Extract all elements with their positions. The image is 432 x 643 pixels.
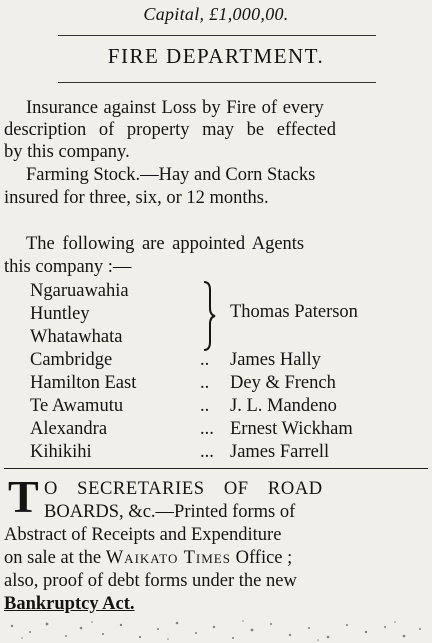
farming-line-2: insured for three, six, or 12 months. bbox=[4, 188, 269, 208]
drop-cap: T bbox=[8, 471, 39, 522]
section-divider bbox=[4, 468, 428, 469]
heading-rule bbox=[58, 82, 376, 83]
department-heading: FIRE DEPARTMENT. bbox=[107, 44, 325, 68]
agent-name: Dey & French bbox=[230, 373, 336, 393]
leader-dots: .. bbox=[200, 350, 210, 370]
agent-name: Thomas Paterson bbox=[230, 302, 358, 322]
secretaries-line-4 bbox=[4, 547, 292, 569]
agents-intro-line-1: The following are appointed Agents bbox=[26, 234, 305, 254]
agent-place: Whatawhata bbox=[30, 327, 123, 347]
agent-place: Te Awamutu bbox=[30, 396, 124, 416]
secretaries-line-6: Bankruptcy Act. bbox=[4, 594, 135, 614]
insurance-line-2: description of property may be effected bbox=[4, 120, 336, 140]
agent-place: Huntley bbox=[30, 304, 90, 324]
top-rule bbox=[58, 35, 376, 36]
agent-place: Kihikihi bbox=[30, 442, 92, 462]
leader-dots: ... bbox=[200, 442, 214, 462]
agent-name: James Hally bbox=[230, 350, 321, 370]
farming-line-1: Farming Stock.—Hay and Corn Stacks bbox=[26, 165, 316, 185]
sale-text: on sale at the bbox=[4, 548, 102, 568]
agent-name: James Farrell bbox=[230, 442, 330, 462]
secretaries-line-3: Abstract of Receipts and Expenditure bbox=[4, 525, 282, 545]
insurance-line-1: Insurance against Loss by Fire of every bbox=[26, 98, 324, 118]
agents-intro-line-2: this company :— bbox=[4, 257, 132, 277]
capital-line: Capital, £1,000,00. bbox=[143, 4, 289, 24]
agent-name: J. L. Mandeno bbox=[230, 396, 337, 416]
agent-place: Ngaruawahia bbox=[30, 281, 129, 301]
torn-edge bbox=[0, 618, 432, 643]
leader-dots: .. bbox=[200, 396, 210, 416]
agent-place: Hamilton East bbox=[30, 373, 137, 393]
secretaries-line-2: BOARDS, &c.—Printed forms of bbox=[44, 502, 296, 522]
newspaper-name: Waikato Times bbox=[105, 548, 231, 568]
agent-place: Alexandra bbox=[30, 419, 108, 439]
secretaries-line-5: also, proof of debt forms under the new bbox=[4, 571, 297, 591]
leader-dots: .. bbox=[200, 373, 210, 393]
brace-icon bbox=[200, 280, 216, 352]
agent-name: Ernest Wickham bbox=[230, 419, 353, 439]
office-text: Office ; bbox=[235, 548, 293, 568]
secretaries-line-1: O SECRETARIES OF ROAD bbox=[44, 479, 323, 499]
insurance-line-3: by this company. bbox=[4, 142, 130, 162]
leader-dots: ... bbox=[200, 419, 214, 439]
agent-place: Cambridge bbox=[30, 350, 113, 370]
